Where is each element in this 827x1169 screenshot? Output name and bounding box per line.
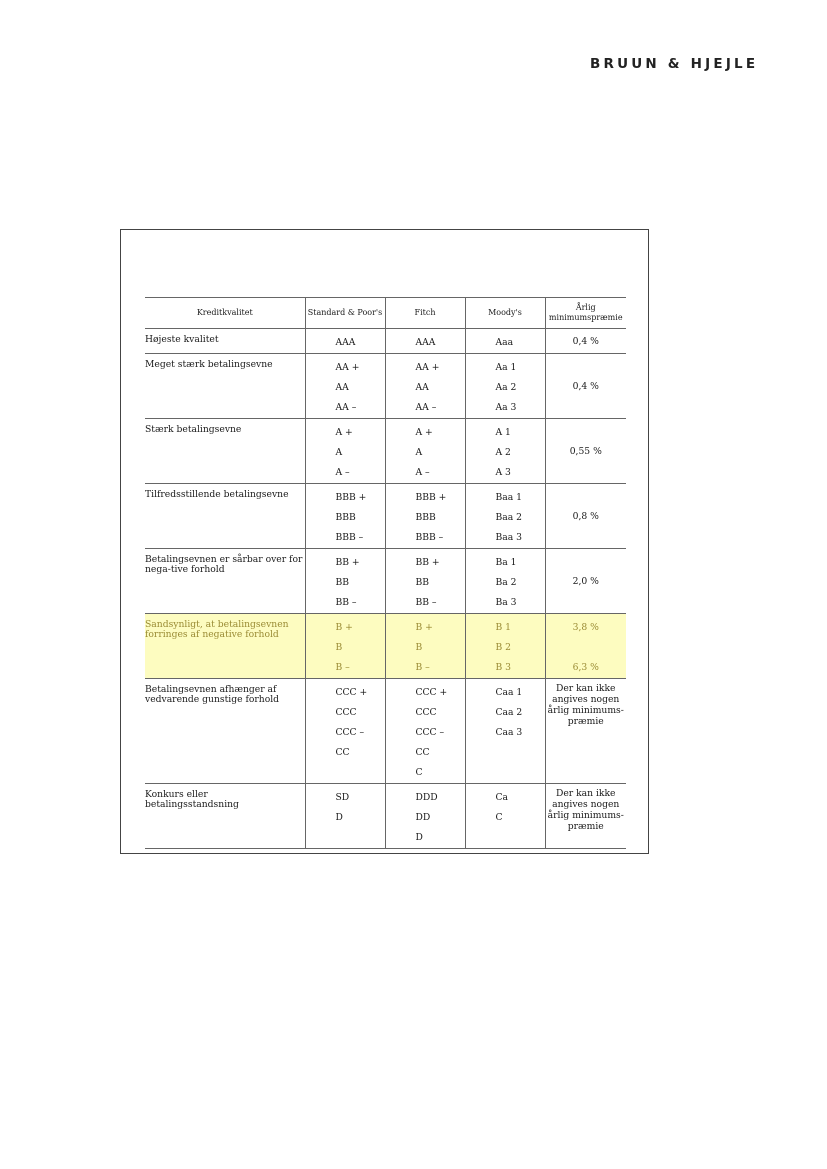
category-cell: Sandsynligt, at betalingsevnen forringes af negative forhold <box>145 614 305 679</box>
rating-value: Aaa <box>495 337 514 348</box>
header-moodys: Moody's <box>465 298 545 329</box>
rating-value: CCC <box>335 707 357 718</box>
rating-value: CCC + <box>335 687 368 698</box>
table-row <box>145 354 626 419</box>
rating-value: D <box>415 832 423 843</box>
rating-value: CCC + <box>415 687 448 698</box>
sp-cell <box>305 354 385 419</box>
category-cell: Konkurs eller betalingsstandsning <box>145 784 305 849</box>
moodys-cell <box>465 679 545 784</box>
premium-value-top: 3,8 % <box>572 622 599 633</box>
rating-value: BB + <box>335 557 360 568</box>
rating-value: AA – <box>415 402 437 413</box>
header-premium: Årlig minimumspræmie <box>545 298 626 329</box>
rating-value: Ba 2 <box>495 577 517 588</box>
rating-value: C <box>415 767 423 778</box>
rating-value: AA <box>335 382 349 393</box>
rating-value: Ba 3 <box>495 597 517 608</box>
fitch-cell <box>385 354 465 419</box>
rating-value: BB <box>335 577 350 588</box>
fitch-cell <box>385 484 465 549</box>
table-row <box>145 484 626 549</box>
rating-value: CCC – <box>335 727 365 738</box>
rating-value: A – <box>415 467 430 478</box>
rating-value: DD <box>415 812 431 823</box>
category-cell: Betalingsevnen er sårbar over for nega-tive forhold <box>145 549 305 614</box>
premium-cell: 0,8 % <box>545 484 626 549</box>
rating-value: B + <box>335 622 353 633</box>
rating-value: B 3 <box>495 662 512 673</box>
rating-value: DDD <box>415 792 438 803</box>
rating-value: CC <box>415 747 430 758</box>
rating-value: AA <box>415 382 429 393</box>
moodys-cell <box>465 484 545 549</box>
moodys-cell <box>465 549 545 614</box>
rating-value: BB + <box>415 557 440 568</box>
credit-rating-table <box>145 297 626 849</box>
rating-value: BBB – <box>335 532 364 543</box>
rating-value: C <box>495 812 503 823</box>
fitch-cell <box>385 679 465 784</box>
premium-cell: Der kan ikke angives nogen årlig minimums-præmie <box>545 679 626 784</box>
category-cell: Højeste kvalitet <box>145 329 305 354</box>
premium-value-bottom: 6,3 % <box>572 662 599 673</box>
rating-value: BB – <box>415 597 437 608</box>
premium-cell <box>545 614 626 679</box>
rating-value: A <box>415 447 423 458</box>
rating-value: A <box>335 447 343 458</box>
premium-spacer <box>548 638 625 658</box>
rating-value: Caa 2 <box>495 707 523 718</box>
fitch-cell <box>385 549 465 614</box>
moodys-cell <box>465 329 545 354</box>
rating-value: A 2 <box>495 447 511 458</box>
rating-value: AA + <box>415 362 440 373</box>
rating-value: Caa 1 <box>495 687 523 698</box>
premium-cell: 0,55 % <box>545 419 626 484</box>
rating-value: SD <box>335 792 350 803</box>
category-cell: Stærk betalingsevne <box>145 419 305 484</box>
moodys-cell <box>465 614 545 679</box>
rating-value: A 1 <box>495 427 511 438</box>
rating-value: Aa 2 <box>495 382 517 393</box>
rating-value: AAA <box>335 337 356 348</box>
fitch-cell <box>385 329 465 354</box>
sp-cell <box>305 329 385 354</box>
sp-cell <box>305 484 385 549</box>
rating-value: AA – <box>335 402 357 413</box>
moodys-cell <box>465 784 545 849</box>
header-fitch: Fitch <box>385 298 465 329</box>
rating-value: Ca <box>495 792 509 803</box>
table-row <box>145 679 626 784</box>
fitch-cell <box>385 784 465 849</box>
rating-value: Aa 3 <box>495 402 517 413</box>
moodys-cell <box>465 419 545 484</box>
rating-value: Caa 3 <box>495 727 523 738</box>
rating-value: Aa 1 <box>495 362 517 373</box>
premium-cell: Der kan ikke angives nogen årlig minimums-præmie <box>545 784 626 849</box>
rating-value: Baa 1 <box>495 492 522 503</box>
rating-value: A – <box>335 467 350 478</box>
rating-value: BB <box>415 577 430 588</box>
rating-value: B – <box>415 662 430 673</box>
table-row <box>145 329 626 354</box>
rating-value: CC <box>335 747 350 758</box>
fitch-cell <box>385 614 465 679</box>
premium-cell: 2,0 % <box>545 549 626 614</box>
category-cell: Tilfredsstillende betalingsevne <box>145 484 305 549</box>
category-cell: Meget stærk betalingsevne <box>145 354 305 419</box>
rating-value: BBB + <box>415 492 447 503</box>
rating-value: AA + <box>335 362 360 373</box>
table-row-highlighted <box>145 614 626 679</box>
fitch-cell <box>385 419 465 484</box>
rating-value: D <box>335 812 343 823</box>
rating-value: A 3 <box>495 467 511 478</box>
rating-value: B 2 <box>495 642 512 653</box>
sp-cell <box>305 679 385 784</box>
table-row <box>145 419 626 484</box>
sp-cell <box>305 419 385 484</box>
table-row <box>145 784 626 849</box>
rating-value: BBB <box>415 512 436 523</box>
rating-value: BBB + <box>335 492 367 503</box>
rating-value: CCC – <box>415 727 445 738</box>
rating-value: BBB – <box>415 532 444 543</box>
rating-value: Baa 3 <box>495 532 522 543</box>
header-sp: Standard & Poor's <box>305 298 385 329</box>
rating-value: BBB <box>335 512 356 523</box>
premium-cell: 0,4 % <box>545 329 626 354</box>
table-row <box>145 549 626 614</box>
sp-cell <box>305 614 385 679</box>
rating-value: AAA <box>415 337 436 348</box>
rating-value: A + <box>335 427 353 438</box>
rating-value: BB – <box>335 597 357 608</box>
sp-cell <box>305 549 385 614</box>
rating-value: B – <box>335 662 350 673</box>
rating-value: B 1 <box>495 622 512 633</box>
brand-logo: BRUUN & HJEJLE <box>590 56 759 72</box>
sp-cell <box>305 784 385 849</box>
rating-value: B + <box>415 622 433 633</box>
rating-value: CCC <box>415 707 437 718</box>
table-header-row <box>145 298 626 329</box>
moodys-cell <box>465 354 545 419</box>
rating-value: Ba 1 <box>495 557 517 568</box>
rating-value: A + <box>415 427 433 438</box>
category-cell: Betalingsevnen afhænger af vedvarende gunstige forhold <box>145 679 305 784</box>
rating-value: Baa 2 <box>495 512 522 523</box>
premium-cell: 0,4 % <box>545 354 626 419</box>
rating-value: B <box>335 642 343 653</box>
header-quality: Kreditkvalitet <box>145 298 305 329</box>
rating-value: B <box>415 642 423 653</box>
